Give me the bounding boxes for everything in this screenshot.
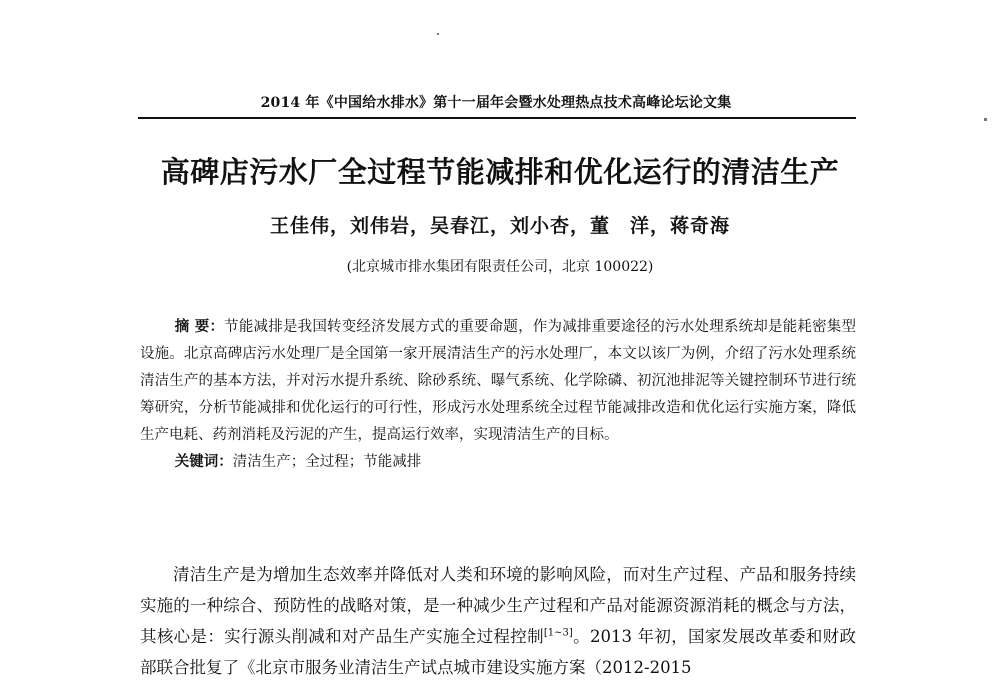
citation-ref: [1~3] [543, 627, 573, 639]
scan-speck [984, 118, 987, 121]
abstract-label: 摘 要： [174, 319, 225, 335]
keywords-label: 关键词： [174, 454, 233, 470]
keywords-text: 清洁生产；全过程；节能减排 [232, 454, 422, 470]
abstract-text: 节能减排是我国转变经济发展方式的重要命题，作为减排重要途径的污水处理系统却是能耗密集型设施。北京高碑店污水处理厂是全国第一家开展清洁生产的污水处理厂，本文以该厂为例，介绍了污水处理系统清洁生产的基本方法，并对污水提升系统、除砂系统、曝气系统、化学除磷、初沉池排泥等关键控制环节进行统筹研究，分析节能减排和优化运行的可行性，形成污水处理系统全过程节能减排改造和优化运行实施方案，降低生产电耗、药剂消耗及污泥的产生，提高运行效率，实现清洁生产的目标。 [140, 319, 856, 443]
scan-speck [437, 33, 439, 35]
body-paragraph [140, 559, 856, 683]
author-list: 王佳伟，刘伟岩，吴春江，刘小杏，董 洋，蒋奇海 [269, 215, 730, 237]
affiliation: (北京城市排水集团有限责任公司，北京 100022) [346, 259, 654, 275]
body-text-part-2: 。2013 年初，国家发展改革委和财政部联合批复了《北京市服务业清洁生产试点城市建设实施方案（2012-2015 [140, 627, 856, 677]
body-text-part-1: 清洁生产是为增加生态效率并降低对人类和环境的影响风险，而对生产过程、产品和服务持续实施的一种综合、预防性的战略对策，是一种减少生产过程和产品对能源资源消耗的概念与方法，其核心是：实行源头削减和对产品生产实施全过程控制 [140, 565, 856, 646]
header-rule [138, 117, 856, 119]
body-section [140, 559, 856, 683]
abstract-section [140, 314, 856, 476]
abstract-paragraph [140, 314, 856, 449]
keywords-paragraph [140, 449, 856, 476]
running-header: 2014 年《中国给水排水》第十一届年会暨水处理热点技术高峰论坛论文集 [260, 95, 732, 111]
paper-title: 高碑店污水厂全过程节能减排和优化运行的清洁生产 [160, 155, 840, 189]
